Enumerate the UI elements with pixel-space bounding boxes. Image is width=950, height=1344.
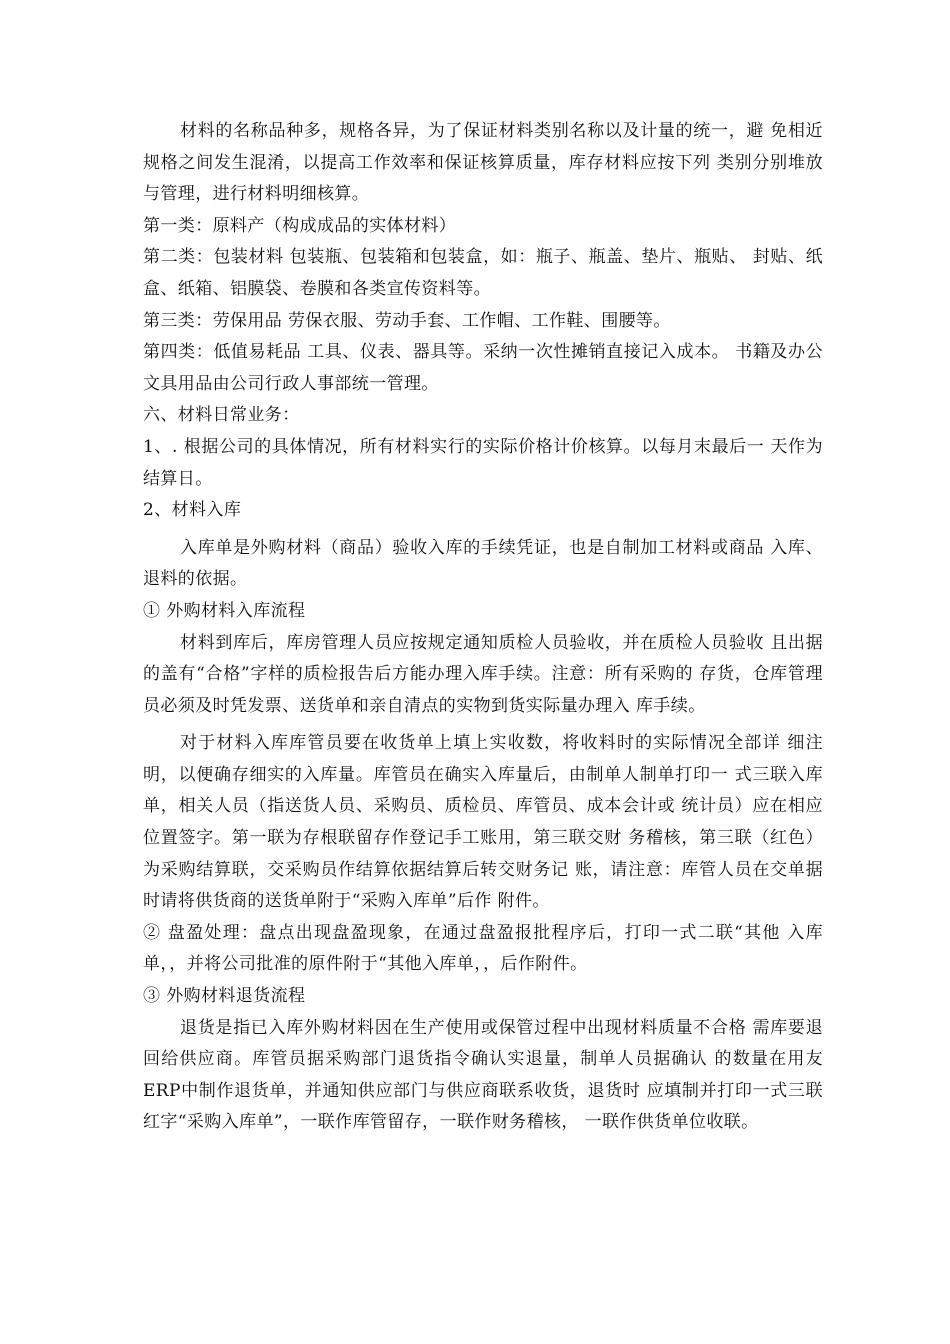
- section-heading-daily-business: 六、材料日常业务：: [143, 405, 300, 426]
- paragraph-category-three: 第三类：劳保用品 劳保衣服、劳动手套、工作帽、工作鞋、围腰等。: [143, 310, 671, 331]
- paragraph-receipt-definition: 入库单是外购材料（商品）验收入库的手续凭证，也是自制加工材料或商品 入库、退料的依据。: [143, 537, 823, 590]
- paragraph-material-classification-intro: 材料的名称品种多，规格各异，为了保证材料类别名称以及计量的统一，避 免相近规格之间发生混淆，以提高工作效率和保证核算质量，库存材料应按下列 类别分别堆放与管理，进行材料明细核算。: [143, 121, 823, 205]
- paragraph-item-one-pricing: 1、. 根据公司的具体情况，所有材料实行的实际价格计价核算。以每月末最后一 天作为结算日。: [143, 436, 823, 489]
- paragraph-category-one: 第一类：原料产（构成成品的实体材料）: [143, 215, 457, 236]
- paragraph-category-two: 第二类：包装材料 包装瓶、包装箱和包装盒，如：瓶子、瓶盖、垫片、瓶贴、 封贴、纸盒、纸箱、铝膜袋、卷膜和各类宣传资料等。: [143, 247, 823, 299]
- paragraph-inspection-process: 材料到库后，库房管理人员应按规定通知质检人员验收，并在质检人员验收 且出据的盖有“合格”字样的质检报告后方能办理入库手续。注意：所有采购的 存货，仓库管理员必须及时凭发票、送货单和亲自清点的实物到货实际量办理入 库手续。: [143, 632, 823, 716]
- subheading-return-process: ③ 外购材料退货流程: [143, 986, 306, 1007]
- subheading-material-receipt: 2、材料入库: [143, 500, 242, 521]
- paragraph-receipt-form-process: 对于材料入库库管员要在收货单上填上实收数，将收料时的实际情况全部详 细注明，以便确存细实的入库量。库管员在确实入库量后，由制单人制单打印一 式三联入库单，相关人员（指送货人员、采购员、质检员、库管员、成本会计或 统计员）应在相应位置签字。第一联为存根联留存作登记手工账用，第三联交财 务稽核，第三联（红色）为采购结算联，交采购员作结算依据结算后转交财务记 账，请注意：库管人员在交单据时请将供货商的送货单附于“采购入库单”后作 附件。: [143, 733, 823, 912]
- document-body: [143, 116, 823, 1139]
- paragraph-return-process: 退货是指已入库外购材料因在生产使用或保管过程中出现材料质量不合格 需库要退回给供应商。库管员据采购部门退货指令确认实退量，制单人员据确认 的数量在用友ERP中制作退货单，并通知供应部门与供应商联系收货，退货时 应填制并打印一式三联红字“采购入库单”，一联作库管留存，一联作财务稽核， 一联作供货单位收联。: [143, 1017, 823, 1133]
- paragraph-category-four: 第四类：低值易耗品 工具、仪表、器具等。采纳一次性摊销直接记入成本。 书籍及办公文具用品由公司行政人事部统一管理。: [143, 342, 823, 394]
- subheading-external-receipt-process: ① 外购材料入库流程: [143, 600, 306, 621]
- paragraph-inventory-surplus: ② 盘盈处理：盘点出现盘盈现象，在通过盘盈报批程序后，打印一式二联“其他 入库单，，并将公司批准的原件附于“其他入库单，，后作附件。: [143, 922, 823, 975]
